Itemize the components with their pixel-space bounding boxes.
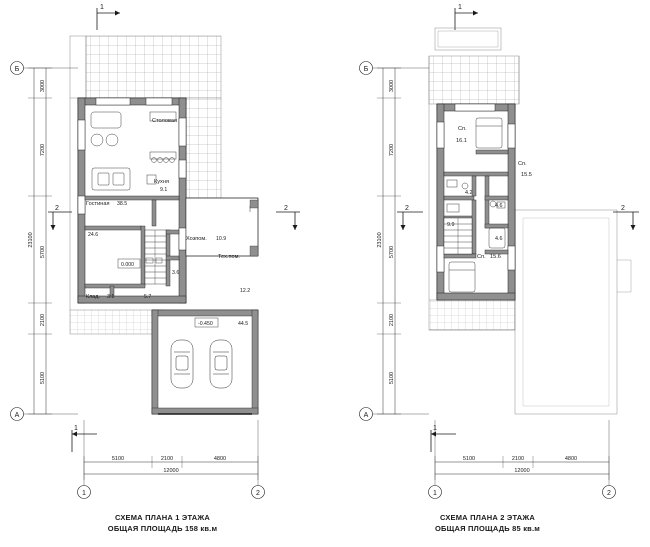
room-area-bed2: 15.5 (521, 172, 532, 178)
room-area-bath1: 4.2 (465, 190, 473, 196)
section-mark-2-right (276, 205, 300, 230)
axis-bubbles (11, 62, 265, 499)
axis-number-2-2: 2 (607, 490, 611, 497)
dim2-2100: 2100 (389, 313, 395, 327)
room-label-tech: Тех.пом. (218, 254, 240, 260)
svg-text:2: 2 (55, 205, 59, 212)
dim-h-2100: 2100 (160, 456, 174, 462)
room-area-bed1: 16.1 (456, 138, 467, 144)
dim2-5700: 5700 (389, 245, 395, 259)
dim2-h-2100: 2100 (511, 456, 525, 462)
svg-text:2: 2 (284, 205, 288, 212)
room-label-dining: Столовая (152, 118, 178, 124)
room-area-bed3: 15.6 (490, 254, 501, 260)
dim-h-5100: 5100 (111, 456, 125, 462)
dim2-h-12000: 12000 (514, 468, 530, 474)
dim-5100: 5100 (40, 371, 46, 385)
axis-bubbles-2 (360, 62, 616, 499)
svg-text:1: 1 (74, 425, 78, 432)
entry-porch (186, 198, 258, 256)
axis-letter-b: Б (14, 66, 20, 73)
room-area-store: 3.1 (107, 294, 115, 300)
section-mark-1-bottom (72, 425, 97, 452)
axis-letter-a: А (14, 412, 20, 419)
svg-text:1: 1 (458, 4, 462, 11)
svg-text:2: 2 (405, 205, 409, 212)
room-label-bed1: Сп. (458, 126, 467, 132)
dim2-23100: 23100 (377, 232, 383, 248)
dim-3000: 3000 (40, 79, 46, 93)
caption-plan-2-line1: СХЕМА ПЛАНА 2 ЭТАЖА (440, 513, 535, 522)
section-mark-1-top (455, 4, 478, 30)
room-area-corridor: 5.7 (144, 294, 152, 300)
dim-h-4800: 4800 (213, 456, 227, 462)
svg-text:1: 1 (433, 425, 437, 432)
dim2-h-4800: 4800 (564, 456, 578, 462)
dim2-h-5100: 5100 (462, 456, 476, 462)
caption-plan-1-line2: ОБЩАЯ ПЛОЩАДЬ 158 кв.м (107, 524, 218, 533)
level-minus-0450: -0.450 (198, 321, 213, 327)
room-area-kitchen: 9.1 (160, 187, 168, 193)
section-mark-2-left (397, 205, 423, 230)
room-area-wardrobe: 9.9 (447, 222, 455, 228)
staircase-1 (145, 230, 166, 284)
caption-plan-1-line1: СХЕМА ПЛАНА 1 ЭТАЖА (115, 513, 210, 522)
dim-2100: 2100 (40, 313, 46, 327)
section-mark-1-bottom (431, 425, 456, 452)
room-area-bath3: 4.6 (495, 236, 503, 242)
axis-letter-b-2: Б (363, 66, 369, 73)
room-area-tech: 12.2 (240, 288, 251, 294)
room-area-bath2: 4.6 (495, 203, 503, 209)
floor-plan-2 (325, 0, 650, 547)
axis-number-1-2: 1 (433, 490, 437, 497)
room-label-living: Гостиная (86, 201, 110, 207)
dim-5700: 5700 (40, 245, 46, 259)
room-area-living: 38.5 (117, 201, 128, 207)
room-label-bed3: Сп. (477, 254, 486, 260)
level-0000: 0.000 (121, 262, 134, 268)
axis-number-1: 1 (82, 490, 86, 497)
dim-23100: 23100 (28, 232, 34, 248)
room-label-bed2: Сп. (518, 161, 527, 167)
room-area-garage: 44.5 (238, 321, 249, 327)
dim2-5100: 5100 (389, 371, 395, 385)
room-area-hall: 24.6 (88, 232, 99, 238)
furniture-living (91, 112, 130, 190)
dim2-3000: 3000 (389, 79, 395, 93)
room-area-wc: 3.6 (172, 270, 180, 276)
section-mark-1-top (97, 4, 120, 30)
axis-number-2: 2 (256, 490, 260, 497)
floor-1-svg (0, 0, 325, 510)
room-area-util: 10.9 (216, 236, 227, 242)
svg-text:2: 2 (621, 205, 625, 212)
dim-7200: 7200 (40, 143, 46, 157)
room-label-util: Хозпом. (186, 236, 207, 242)
floor-2-svg (325, 0, 650, 510)
dim2-7200: 7200 (389, 143, 395, 157)
dim-h-12000: 12000 (163, 468, 179, 474)
section-mark-2-left (48, 205, 72, 230)
room-label-kitchen: Кухня (154, 179, 169, 185)
axis-letter-a-2: А (363, 412, 369, 419)
room-label-store: Клад. (86, 294, 100, 300)
caption-plan-2-line2: ОБЩАЯ ПЛОЩАДЬ 85 кв.м (434, 524, 541, 533)
svg-text:1: 1 (100, 4, 104, 11)
